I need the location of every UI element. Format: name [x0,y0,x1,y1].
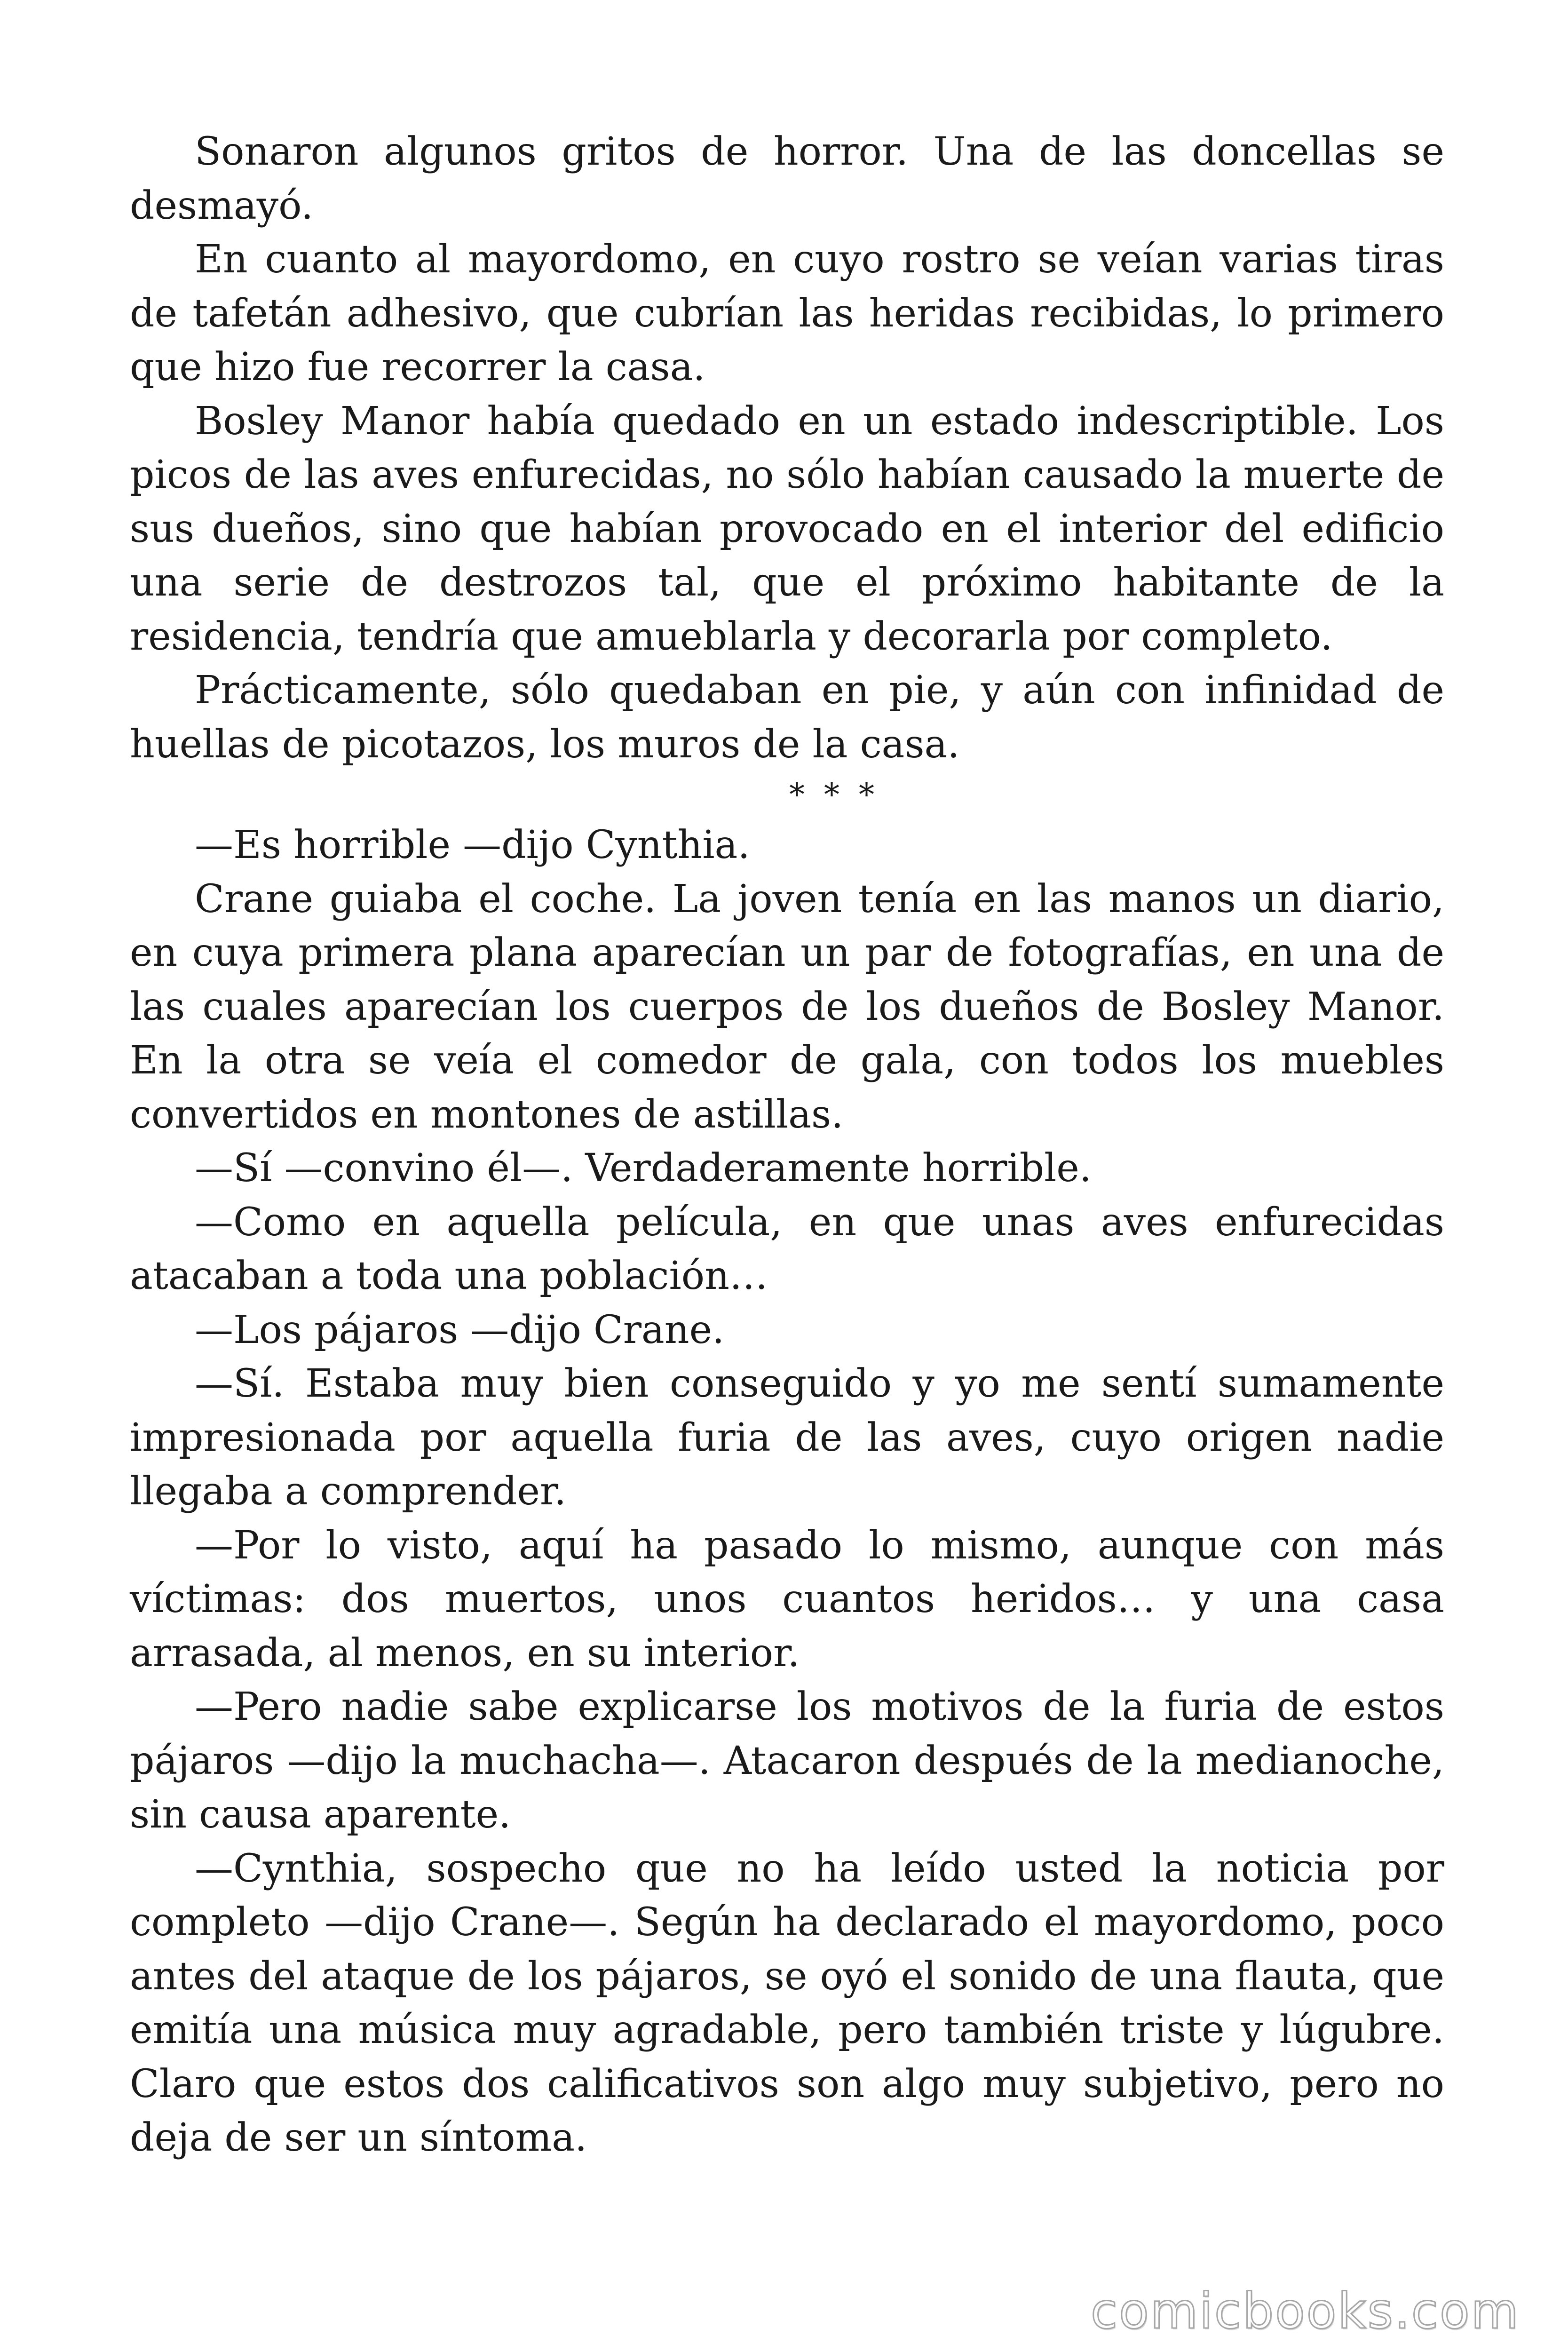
paragraph: Crane guiaba el coche. La joven tenía en las manos un diario, en cuya primera plana aparecían un par de fotografías, en una de las cuales aparecían los cuerpos de los dueños de Bosley Manor. En la otra se veía el comedor de gala, con todos los muebles convertidos en montones de astillas. [130,876,1444,1137]
paragraph: —Por lo visto, aquí ha pasado lo mismo, aunque con más víctimas: dos muertos, unos cuantos heridos… y una casa arrasada, al menos, en su interior. [130,1523,1444,1676]
paragraph: —Los pájaros —dijo Crane. [195,1307,725,1352]
paragraph: Bosley Manor había quedado en un estado indescriptible. Los picos de las aves enfurecidas, no sólo habían causado la muerte de sus dueños, sino que habían provocado en el interior del edificio una serie de destrozos tal, que el próximo habitante de la residencia, tendría que amueblarla y decorarla por completo. [130,398,1444,659]
body-text [130,125,1444,2165]
paragraph: En cuanto al mayordomo, en cuyo rostro se veían varias tiras de tafetán adhesivo, que cubrían las heridas recibidas, lo primero que hizo fue recorrer la casa. [130,237,1444,389]
section-separator: * * * [789,777,879,813]
paragraph: —Es horrible —dijo Cynthia. [195,823,750,867]
paragraph: —Cynthia, sospecho que no ha leído usted la noticia por completo —dijo Crane—. Según ha declarado el mayordomo, poco antes del ataque de los pájaros, se oyó el sonido de una flauta, que emitía una música muy agradable, pero también triste y lúgubre. Claro que estos dos calificativos son algo muy subjetivo, pero no deja de ser un síntoma. [130,1846,1444,2160]
paragraph: Prácticamente, sólo quedaban en pie, y aún con infinidad de huellas de picotazos, los muros de la casa. [130,668,1444,767]
paragraph: Sonaron algunos gritos de horror. Una de las doncellas se desmayó. [130,129,1444,228]
paragraph: —Sí —convino él—. Verdaderamente horrible. [195,1146,1092,1191]
paragraph: —Como en aquella película, en que unas aves enfurecidas atacaban a toda una población… [130,1200,1444,1298]
paragraph: —Sí. Estaba muy bien conseguido y yo me sentí sumamente impresionada por aquella furia de las aves, cuyo origen nadie llegaba a comprender. [130,1361,1444,1514]
watermark: comicbooks.com [1090,2282,1520,2340]
paragraph: —Pero nadie sabe explicarse los motivos de la furia de estos pájaros —dijo la muchacha—. Atacaron después de la medianoche, sin causa aparente. [130,1685,1444,1837]
